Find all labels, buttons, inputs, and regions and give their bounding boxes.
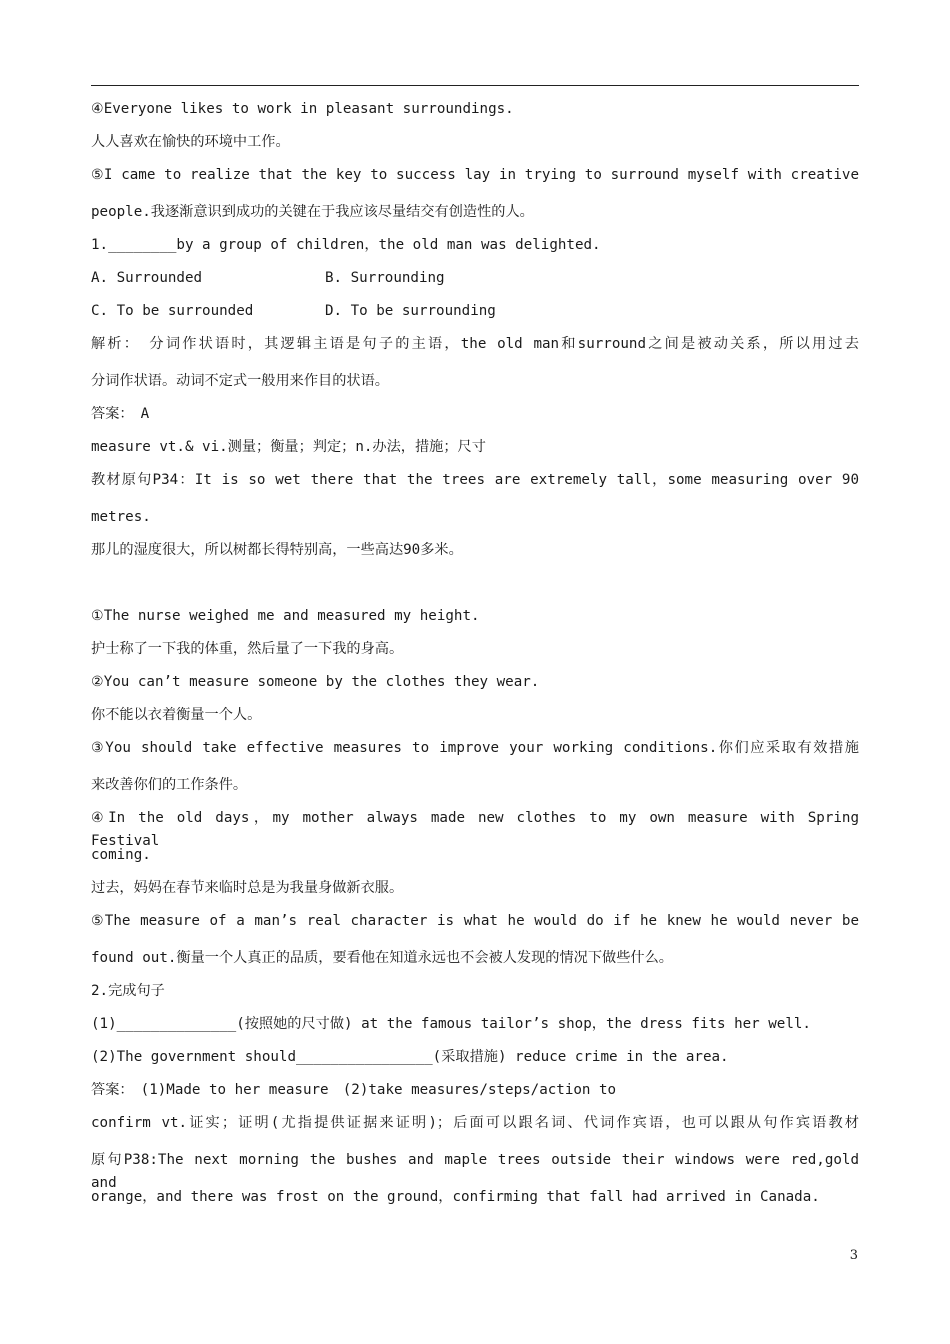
option-a: A. Surrounded bbox=[91, 270, 203, 286]
answer-line: 答案： (1)Made to her measure (2)take measures/steps/action to bbox=[91, 1082, 617, 1098]
text-line: ②You can’t measure someone by the clothes they wear. bbox=[91, 674, 540, 690]
text-line: 教材原句P34：It is so wet there that the trees are extremely tall，some measuring over 90 bbox=[91, 472, 859, 488]
text-line: ⑤I came to realize that the key to success lay in trying to surround myself with creative bbox=[91, 167, 859, 183]
text-line: 来改善你们的工作条件。 bbox=[91, 777, 248, 793]
text-line: metres. bbox=[91, 509, 151, 525]
option-c: C. To be surrounded bbox=[91, 303, 254, 319]
text-line: 人人喜欢在愉快的环境中工作。 bbox=[91, 134, 290, 150]
page-number: 3 bbox=[849, 1248, 858, 1263]
text-line: 那儿的湿度很大，所以树都长得特别高，一些高达90多米。 bbox=[91, 542, 463, 558]
section-heading: 2.完成句子 bbox=[91, 983, 165, 999]
text-line: orange，and there was frost on the ground，confirming that fall had arrived in Canada. bbox=[91, 1189, 820, 1205]
text-line: 过去，妈妈在春节来临时总是为我量身做新衣服。 bbox=[91, 880, 404, 896]
spacer bbox=[91, 572, 859, 605]
text-line: coming. bbox=[91, 847, 151, 863]
option-d: D. To be surrounding bbox=[325, 303, 496, 319]
text-line: ①The nurse weighed me and measured my height. bbox=[91, 608, 480, 624]
text-line: 你不能以衣着衡量一个人。 bbox=[91, 707, 262, 723]
vocab-entry: measure vt.& vi.测量；衡量；判定；n.办法，措施；尺寸 bbox=[91, 439, 486, 455]
text-line: ④Everyone likes to work in pleasant surroundings. bbox=[91, 101, 514, 117]
text-line: 原句P38:The next morning the bushes and maple trees outside their windows were red,gold and bbox=[91, 1152, 859, 1191]
text-line: ⑤The measure of a man’s real character is what he would do if he knew he would never be bbox=[91, 913, 859, 929]
analysis-line: 解析： 分词作状语时，其逻辑主语是句子的主语，the old man和surround之间是被动关系，所以用过去 bbox=[91, 336, 859, 352]
question-1: 1.________by a group of children，the old man was delighted. bbox=[91, 237, 601, 253]
header-rule bbox=[91, 85, 859, 86]
option-b: B. Surrounding bbox=[325, 270, 445, 286]
text-line: ④In the old days，my mother always made new clothes to my own measure with Spring Festival bbox=[91, 810, 859, 849]
exercise-line: (1)______________(按照她的尺寸做) at the famous tailor’s shop，the dress fits her well. bbox=[91, 1016, 811, 1032]
analysis-line: 分词作状语。动词不定式一般用来作目的状语。 bbox=[91, 373, 389, 389]
text-line: found out.衡量一个人真正的品质，要看他在知道永远也不会被人发现的情况下做些什么。 bbox=[91, 950, 673, 966]
text-line: people.我逐渐意识到成功的关键在于我应该尽量结交有创造性的人。 bbox=[91, 204, 534, 220]
answer-line: 答案： A bbox=[91, 406, 150, 422]
options-row bbox=[91, 300, 859, 323]
vocab-entry: confirm vt.证实；证明(尤指提供证据来证明)；后面可以跟名词、代词作宾语，也可以跟从句作宾语教材 bbox=[91, 1115, 859, 1131]
document-body bbox=[91, 98, 859, 1219]
options-row bbox=[91, 267, 859, 290]
text-line: 护士称了一下我的体重，然后量了一下我的身高。 bbox=[91, 641, 404, 657]
text-line: ③You should take effective measures to improve your working conditions.你们应采取有效措施 bbox=[91, 740, 859, 756]
exercise-line: (2)The government should________________(采取措施) reduce crime in the area. bbox=[91, 1049, 729, 1065]
